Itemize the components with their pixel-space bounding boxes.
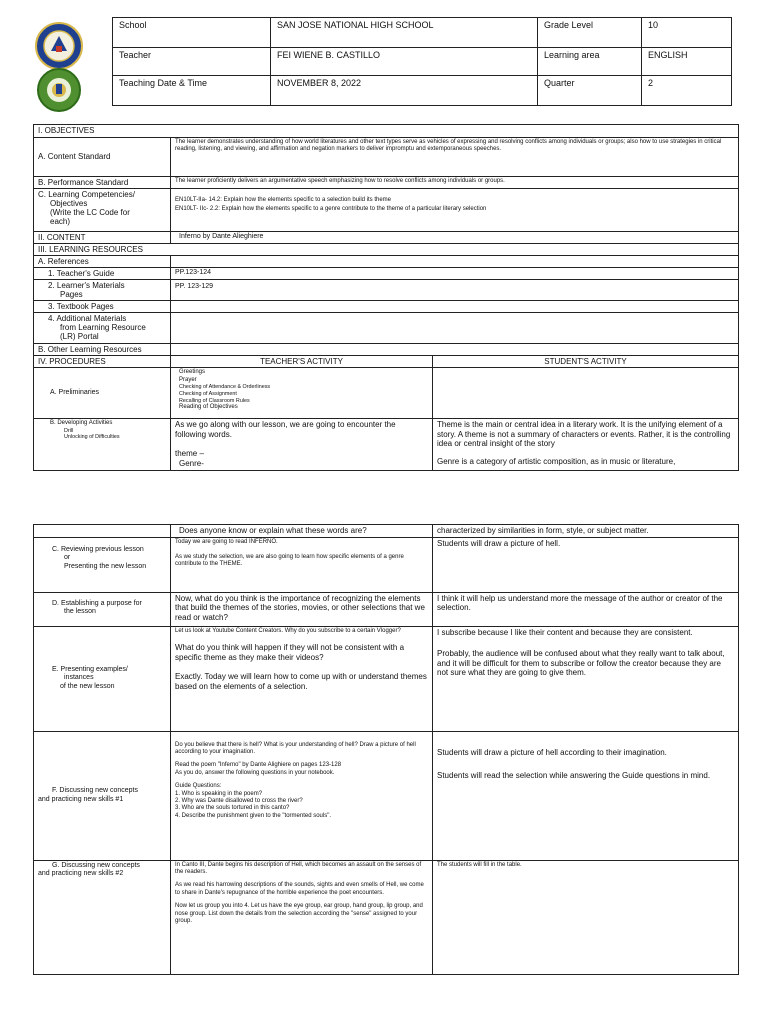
learners-materials-label-2: Pages xyxy=(60,289,83,299)
additional-materials-label-3: (LR) Portal xyxy=(60,331,99,341)
prelim-rules: Recalling of Classroom Rules xyxy=(179,397,250,404)
grade-value: 10 xyxy=(642,18,732,48)
f-guide-heading: Guide Questions: xyxy=(175,783,222,790)
f-teacher-3: As you do, answer the following questions in your notebook. xyxy=(175,769,335,776)
dev-student-genre: Genre is a category of artistic composition, as in music or literature, xyxy=(437,456,676,466)
competency-1: EN10LT-IIa- 14.2: Explain how the elements specific to a selection build its theme xyxy=(175,196,392,203)
f-student-2: Students will read the selection while answering the Guide questions in mind. xyxy=(437,771,711,781)
competencies-label xyxy=(34,188,171,231)
e-label-2: instances xyxy=(64,674,94,682)
teachers-guide-label: 1. Teacher's Guide xyxy=(34,267,171,279)
d-teacher-text: Now, what do you think is the importance of recognizing the elements that build the themes of the stories, movies, or other selections that we read or watch? xyxy=(171,592,433,626)
school-seal-icon xyxy=(37,24,81,68)
competencies-label-line-2: Objectives xyxy=(50,198,88,208)
competencies-label-line-1: C. Learning Competencies/ xyxy=(38,189,135,199)
e-label-3: of the new lesson xyxy=(60,682,115,690)
textbook-pages-label: 3. Textbook Pages xyxy=(34,300,171,312)
g-teacher-2: As we read his harrowing descriptions of the sounds, sights and even smells of Hell, we come to share in Dante's repugnance of the horrible experience the poet encounters. xyxy=(175,882,424,896)
procedures-heading: IV. PROCEDURES xyxy=(34,355,171,368)
lesson-plan-table-continued xyxy=(33,524,739,975)
competencies-label-line-3: (Write the LC Code for xyxy=(50,207,130,217)
developing-activities-label: B. Developing Activities xyxy=(50,420,113,427)
c-student-text: Students will draw a picture of hell. xyxy=(433,537,739,592)
f-teacher-1: Do you believe that there is hell? What is your understanding of hell? Draw a picture of hell according to your imagination. xyxy=(175,741,416,755)
performance-standard-label: B. Performance Standard xyxy=(34,176,171,188)
f-label-1: F. Discussing new concepts xyxy=(52,787,138,794)
c-teacher-1: Today we are going to read INFERNO. xyxy=(175,538,278,545)
f-question-3: 3. Who are the souls tortured in this canto? xyxy=(175,805,290,812)
f-question-2: 2. Why was Dante disallowed to cross the river? xyxy=(175,798,303,805)
date-value: NOVEMBER 8, 2022 xyxy=(271,76,538,106)
competencies-label-line-4: each) xyxy=(50,216,71,226)
school-label: School xyxy=(113,18,271,48)
f-teacher-2: Read the poem "Inferno" by Dante Alighiere on pages 123-128 xyxy=(175,762,342,769)
date-label: Teaching Date & Time xyxy=(113,76,271,106)
dev-teacher-genre: Genre- xyxy=(179,458,204,468)
g-label-1: G. Discussing new concepts xyxy=(52,861,140,869)
e-teacher-2: What do you think will happen if they will not be consistent with a specific theme as they make their videos? xyxy=(175,643,405,662)
c-label-1: C. Reviewing previous lesson xyxy=(52,545,144,553)
teachers-guide-value: PP.123-124 xyxy=(171,267,739,279)
f-question-4: 4. Describe the punishment given to the "tormented souls". xyxy=(175,812,332,819)
lesson-plan-table xyxy=(33,124,739,471)
area-label: Learning area xyxy=(538,48,642,76)
content-standard-label: A. Content Standard xyxy=(34,137,171,176)
competency-2: EN10LT- IIc- 2.2: Explain how the elements specific to a genre contribute to the theme of a particular literary selection xyxy=(175,206,487,212)
content-label: II. CONTENT xyxy=(34,231,171,243)
additional-materials-label-1: 4. Additional Materials xyxy=(48,313,127,323)
quarter-value: 2 xyxy=(642,76,732,106)
teacher-activity-heading: TEACHER'S ACTIVITY xyxy=(171,355,433,368)
d-label-1: D. Establishing a purpose for xyxy=(52,599,142,607)
dev-student-theme: Theme is the main or central idea in a literary work. It is the unifying element of a story. A theme is not a summary of characters or events. Rather, it is the controlling idea or central insight of the story xyxy=(437,420,731,449)
references-label: A. References xyxy=(34,255,171,267)
g-teacher-3: Now let us group you into 4. Let us have the eye group, ear group, hand group, lip group, and nose group. List down the details from the selection according the "sense" assigned to your group. xyxy=(175,903,423,925)
g-label-2: and practicing new skills #2 xyxy=(38,870,124,878)
grade-label: Grade Level xyxy=(538,18,642,48)
c-label-3: Presenting the new lesson xyxy=(64,562,147,570)
prelim-objectives: Reading of Objectives xyxy=(179,404,238,411)
e-student-2: Probably, the audience will be confused about what they really want to talk about, and it will be difficult for them to subscribe or follow the creator because they are not sure what they are going to give them. xyxy=(437,649,725,678)
e-student-1: I subscribe because I like their content and because they are consistent. xyxy=(437,627,693,637)
e-teacher-1: Let us look at Youtube Content Creators. Why do you subscribe to a certain Vlogger? xyxy=(175,627,401,634)
learners-materials-label-1: 2. Learner's Materials xyxy=(48,280,125,290)
e-teacher-3: Exactly. Today we will learn how to come up with or understand themes based on the elements of a selection. xyxy=(175,672,427,691)
school-value: SAN JOSE NATIONAL HIGH SCHOOL xyxy=(271,18,538,48)
additional-materials-label-2: from Learning Resource xyxy=(60,322,146,332)
learners-materials-value: PP. 123-129 xyxy=(171,279,739,300)
cont-teacher-text: Does anyone know or explain what these words are? xyxy=(171,525,433,538)
prelim-assignment: Checking of Assignment xyxy=(179,390,237,397)
dev-teacher-intro: As we go along with our lesson, we are going to encounter the following words. xyxy=(175,420,396,439)
objectives-heading: I. OBJECTIVES xyxy=(34,125,739,138)
learning-resources-heading: III. LEARNING RESOURCES xyxy=(34,243,739,255)
dev-teacher-theme: theme – xyxy=(175,449,204,459)
prelim-prayer: Prayer xyxy=(179,376,197,383)
cont-student-text: characterized by similarities in form, style, or subject matter. xyxy=(433,525,739,538)
student-activity-heading: STUDENT'S ACTIVITY xyxy=(433,355,739,368)
c-label-2: or xyxy=(64,554,71,562)
header-table xyxy=(112,17,732,106)
c-teacher-2: As we study the selection, we are also going to learn how specific elements of a genre contribute to the THEME. xyxy=(175,554,404,568)
f-student-1: Students will draw a picture of hell according to their imagination. xyxy=(437,747,667,757)
g-teacher-1: In Canto III, Dante begins his description of Hell, which becomes an assault on the senses of the readers. xyxy=(175,861,422,875)
d-student-text: I think it will help us understand more the message of the author or creator of the selection. xyxy=(433,592,739,626)
prelim-greetings: Greetings xyxy=(179,369,206,376)
teacher-value: FEI WIENE B. CASTILLO xyxy=(271,48,538,76)
prelim-attendance: Checking of Attendance & Orderliness xyxy=(179,384,271,390)
dev-sub-unlocking: Unlocking of Difficulties xyxy=(64,434,120,441)
quarter-label: Quarter xyxy=(538,76,642,106)
content-text: Inferno by Dante Alieghiere xyxy=(171,231,739,243)
area-value: ENGLISH xyxy=(642,48,732,76)
content-standard-text: The learner demonstrates understanding of how world literatures and other text types serve as vehicles of expressing and resolving conflicts among individuals or groups; also how to use strategies in critical reading, listening, and viewing, and affirmation and negation markers to deliver impromptu and extemporaneous speeches. xyxy=(171,137,739,176)
preliminaries-label: A. Preliminaries xyxy=(34,368,171,419)
deped-seal-icon xyxy=(39,70,79,110)
e-label-1: E. Presenting examples/ xyxy=(52,665,128,673)
deped-seal-logo xyxy=(37,68,81,112)
school-seal-logo xyxy=(35,22,83,70)
f-question-1: 1. Who is speaking in the poem? xyxy=(175,790,263,797)
dev-sub-drill: Drill xyxy=(64,427,74,434)
performance-standard-text: The learner proficiently delivers an argumentative speech emphasizing how to resolve conflicts among individuals or groups. xyxy=(171,176,739,188)
other-resources-label: B. Other Learning Resources xyxy=(34,343,171,355)
f-label-2: and practicing new skills #1 xyxy=(38,795,124,803)
d-label-2: the lesson xyxy=(64,608,96,616)
teacher-label: Teacher xyxy=(113,48,271,76)
g-student-text: The students will fill in the table. xyxy=(433,860,739,974)
